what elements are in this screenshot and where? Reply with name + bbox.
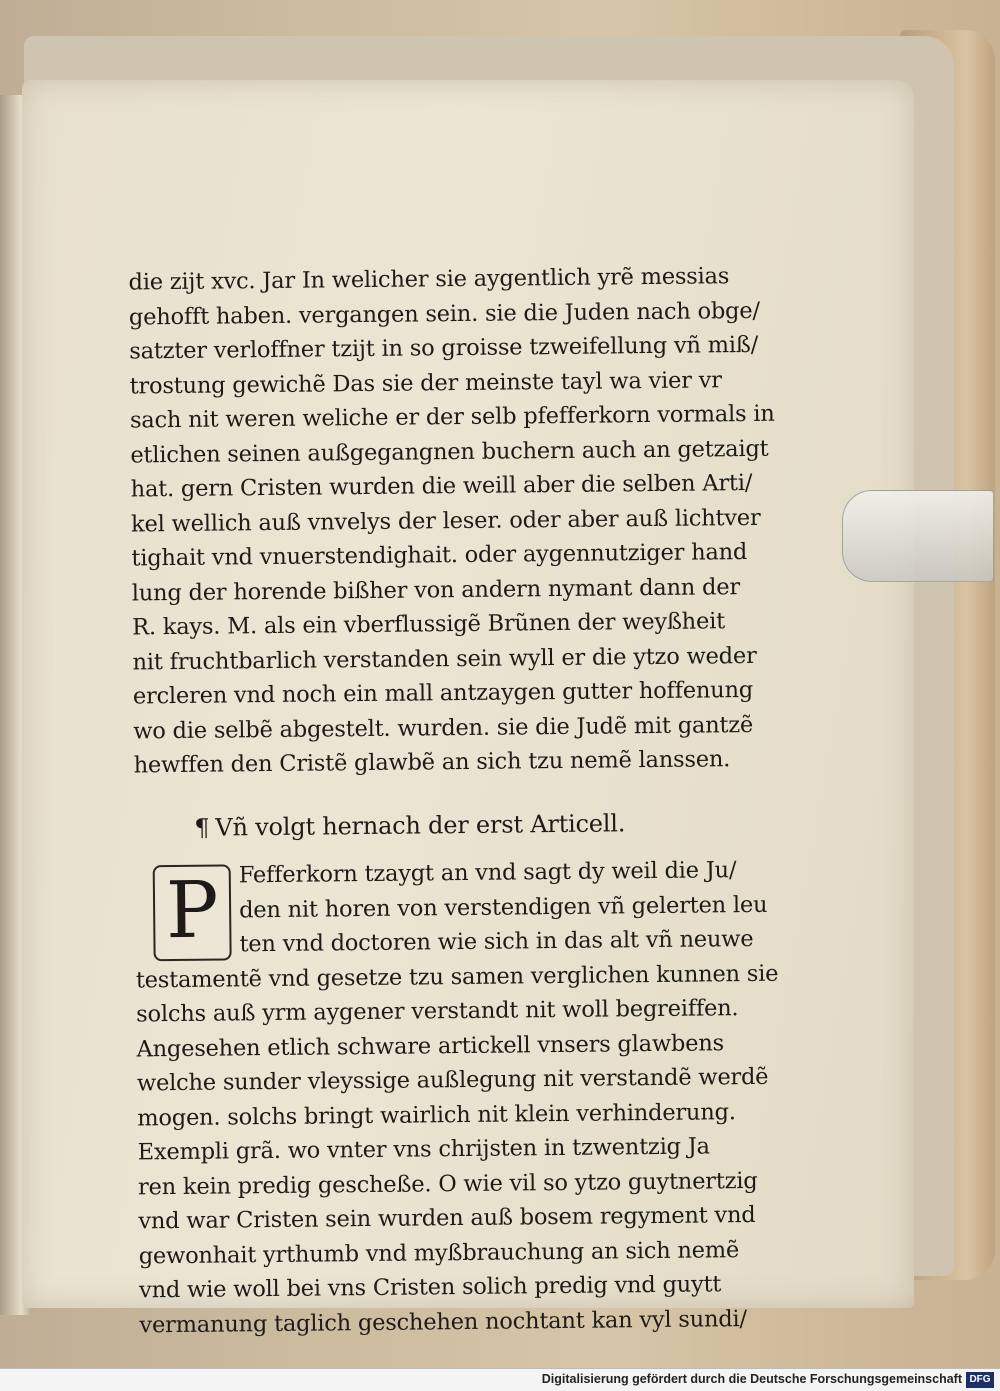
text-line: die zijt xvc. Jar In welicher sie aygentlich yrẽ messias <box>128 263 730 296</box>
text-line: etlichen seinen außgegangnen buchern auch an getzaigt <box>130 435 769 468</box>
dfg-logo: DFG <box>966 1372 994 1388</box>
text-line: hat. gern Cristen wurden die weill aber die selben Arti/ <box>130 469 753 503</box>
funding-credit: Digitalisierung gefördert durch die Deutsche Forschungsgemeinschaft <box>541 1372 962 1386</box>
text-line: trostung gewichẽ Das sie der meinste tayl wa vier vr <box>129 366 722 399</box>
text-line: Fefferkorn tzaygt an vnd sagt dy weil die Ju/ <box>238 857 737 889</box>
text-line: vermanung taglich geschehen nochtant kan vyl sundi/ <box>139 1305 747 1338</box>
pilcrow-mark: ¶ <box>194 813 210 842</box>
text-line: ten vnd doctoren wie sich in das alt vñ neuwe <box>239 925 754 958</box>
text-line: lung der horende bißher von andern nymant dann der <box>131 573 741 606</box>
text-line: nit fruchtbarlich verstanden sein wyll er die ytzo weder <box>132 642 757 675</box>
book-page <box>22 80 914 1338</box>
article-paragraph <box>135 853 800 1343</box>
text-line: solchs auß yrm aygener verstandt nit woll begreiffen. <box>136 995 739 1028</box>
section-heading <box>194 804 794 845</box>
text-line: vnd war Cristen sein wurden auß bosem regyment vnd <box>138 1201 756 1235</box>
text-line: kel wellich auß vnvelys der leser. oder aber auß lichtver <box>130 504 761 537</box>
decorated-initial: P <box>153 864 232 961</box>
text-line: mogen. solchs bringt wairlich nit klein verhinderung. <box>137 1098 736 1131</box>
text-line: wo die selbẽ abgestelt. wurden. sie die Judẽ mit gantzẽ <box>133 711 754 744</box>
text-line: testamentẽ vnd gesetze tzu samen verglichen kunnen sie <box>135 960 779 993</box>
text-line: gewonhait yrthumb vnd myßbrauchung an sich nemẽ <box>138 1236 740 1269</box>
page-clip <box>842 490 994 582</box>
text-line: vnd wie woll bei vns Cristen solich predig vnd guytt <box>138 1271 722 1304</box>
text-line: den nit horen von verstendigen vñ gelerten leu <box>238 891 768 923</box>
text-line: R. kays. M. als ein vberflussigẽ Brũnen der weyßheit <box>132 608 726 641</box>
text-line: sach nit weren weliche er der selb pfefferkorn vormals in <box>129 400 775 434</box>
heading-text: Vñ volgt hernach der erst Articell. <box>215 808 626 842</box>
text-line: ercleren vnd noch ein mall antzaygen gutter hoffenung <box>132 676 754 710</box>
text-line: tighait vnd vnuerstendighait. oder aygennutziger hand <box>131 539 748 572</box>
text-line: Exempli grã. wo vnter vns chrijsten in tzwentzig Ja <box>137 1133 710 1166</box>
text-line: Angesehen etlich schware artickell vnsers glawbens <box>136 1029 725 1062</box>
text-line: welche sunder vleyssige außlegung nit verstandẽ werdẽ <box>136 1063 769 1097</box>
text-line: ren kein predig gescheße. O wie vil so ytzo guytnertzig <box>137 1167 758 1200</box>
text-line: gehofft haben. vergangen sein. sie die Juden nach obge/ <box>128 297 760 330</box>
printed-text <box>128 259 799 1343</box>
footer-bar <box>0 1368 1000 1391</box>
text-line: hewffen den Cristẽ glawbẽ an sich tzu nemẽ lanssen. <box>133 746 731 779</box>
text-line: satzter verloffner tzijt in so groisse tzweifellung vñ miß/ <box>129 331 759 365</box>
